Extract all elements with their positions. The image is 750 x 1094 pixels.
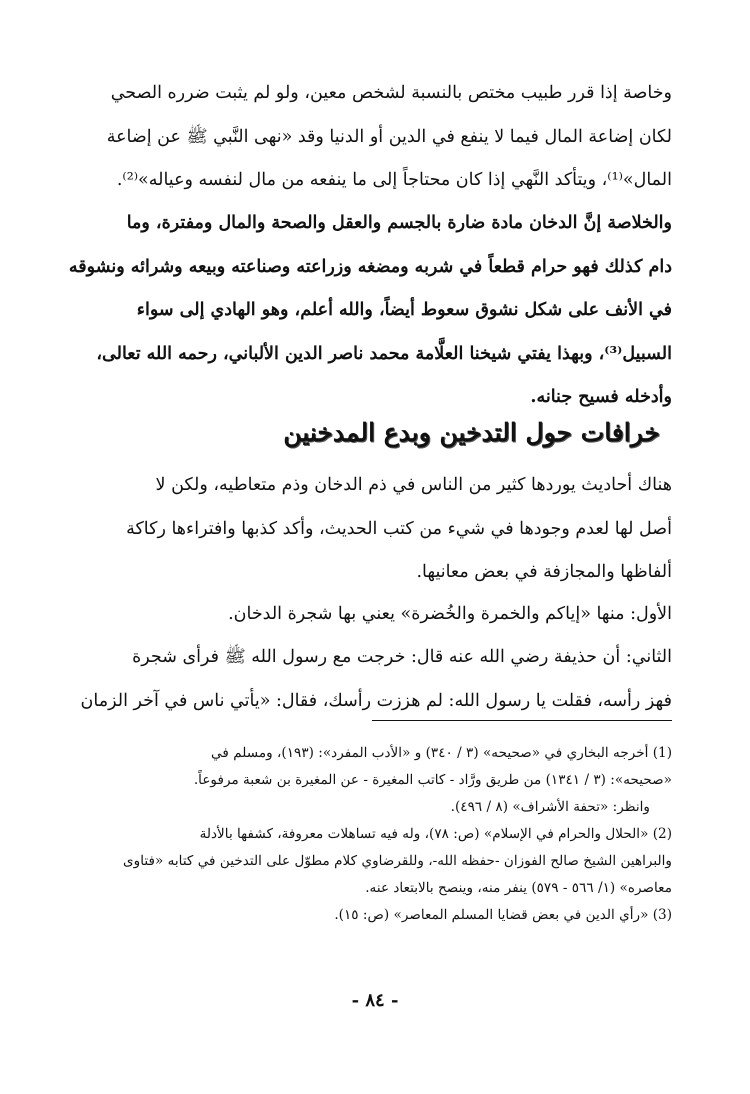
footnote-1-line: «صحيحه»: (٣ / ١٣٤١) من طريق ورَّاد - كاتب المغيرة - عن المغيرة بن شعبة مرفوعاً. [193,772,672,788]
footnote-2-line: (2) «الحلال والحرام في الإسلام» (ص: ٧٨)، وله فيه تساهلات معروفة، كشفها بالأدلة [199,826,672,842]
paragraph-myths-intro [68,464,672,595]
paragraph-intro [68,72,672,203]
myth-item-second [68,636,672,723]
text-line: المال»⁽¹⁾، ويتأكد النَّهي إذا كان محتاجاً إلى ما ينفعه من مال لنفسه وعياله»⁽²⁾. [116,170,672,190]
text-line: هناك أحاديث يوردها كثير من الناس في ذم الدخان وذم متعاطيه، ولكن لا [155,475,672,495]
footnote-2-line: والبراهين الشيخ صالح الفوزان -حفظه الله-، وللقرضاوي كلام مطوّل على التدخين في كتابه «فتاوى [123,853,672,869]
text-line: والخلاصة إنَّ الدخان مادة ضارة بالجسم والعقل والصحة والمال ومفترة، وما [126,213,672,233]
text-line: أصل لها لعدم وجودها في شيء من كتب الحديث، وأكد كذبها وافتراءها ركاكة [126,518,672,539]
text-line: الثاني: أن حذيفة رضي الله عنه قال: خرجت مع رسول الله ﷺ فرأى شجرة [132,647,672,667]
footnotes [68,740,672,929]
footnote-1-line: (1) أخرجه البخاري في «صحيحه» (٣ / ٣٤٠) و «الأدب المفرد»: (١٩٣)، ومسلم في [211,745,672,761]
page-number: - ٨٤ - [351,990,399,1011]
text-line: فهز رأسه، فقلت يا رسول الله: لم هززت رأسك، فقال: «يأتي ناس في آخر الزمان [80,690,672,711]
paragraph-conclusion [68,202,672,420]
footnote-2-line: معاصره» (١/ ٥٦٦ - ٥٧٩) ينفر منه، وينصح بالابتعاد عنه. [365,880,672,896]
myth-item-first [68,593,672,637]
text-line: الأول: منها «إياكم والخمرة والخُضرة» يعني بها شجرة الدخان. [228,604,672,624]
footnote-divider [372,720,672,721]
text-line: وأدخله فسيح جنانه. [530,387,672,407]
footnote-3-line: (3) «رأي الدين في بعض قضايا المسلم المعاصر» (ص: ١٥). [334,907,672,923]
section-heading: خرافات حول التدخين وبدع المدخنين [283,418,660,447]
footnote-1-line: وانظر: «تحفة الأشراف» (٨ / ٤٩٦). [450,799,650,815]
text-line: دام كذلك فهو حرام قطعاً في شربه ومضغه وزراعته وصناعته وبيعه وشرائه ونشوقه [68,256,672,277]
text-line: في الأنف على شكل نشوق سعوط أيضاً، والله أعلم، وهو الهادي إلى سواء [136,300,672,320]
text-line: السبيل⁽³⁾، وبهذا يفتي شيخنا العلَّامة محمد ناصر الدين الألباني، رحمه الله تعالى، [96,343,672,364]
text-line: ألفاظها والمجازفة في بعض معانيها. [416,562,672,582]
text-line: لكان إضاعة المال فيما لا ينفع في الدين أو الدنيا وقد «نهى النَّبي ﷺ عن إضاعة [106,126,672,147]
text-line: وخاصة إذا قرر طبيب مختص بالنسبة لشخص معين، ولو لم يثبت ضرره الصحي [110,83,672,103]
